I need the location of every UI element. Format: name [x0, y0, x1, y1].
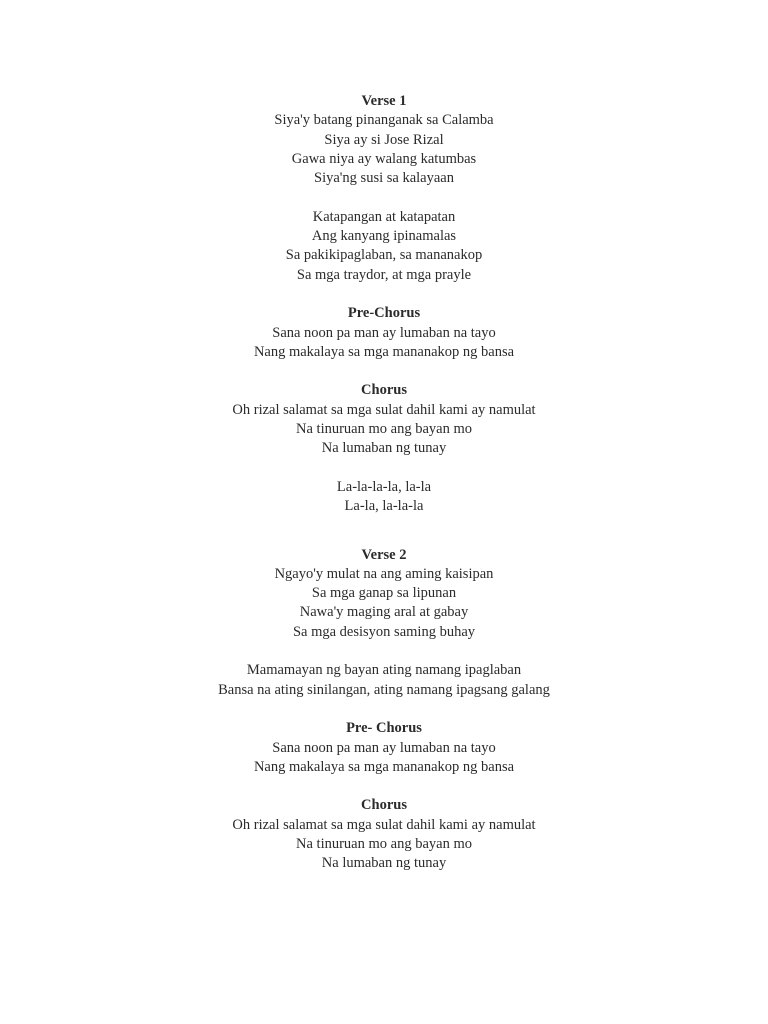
lyric-line: Na lumaban ng tunay [321, 855, 447, 872]
lyric-line: Siya'y batang pinanganak sa Calamba [274, 112, 494, 129]
lyric-line: Mamamayan ng bayan ating namang ipaglaban [246, 662, 522, 679]
verse-2-section [0, 546, 768, 700]
lyric-line: Nawa'y maging aral at gabay [299, 604, 469, 621]
verse-1-heading: Verse 1 [361, 93, 407, 109]
section-gap [0, 700, 768, 719]
lyric-line: Sa mga ganap sa lipunan [311, 585, 457, 602]
lyric-line: La-la-la-la, la-la [336, 478, 432, 495]
lyric-line: Sana noon pa man ay lumaban na tayo [272, 324, 496, 341]
chorus-1-heading: Chorus [361, 382, 407, 399]
lyric-line: Sa mga desisyon saming buhay [292, 623, 476, 640]
section-gap [0, 285, 768, 304]
lyric-line: Nang makalaya sa mga mananakop ng bansa [253, 343, 515, 360]
lyric-line: Oh rizal salamat sa mga sulat dahil kami ay namulat [232, 816, 536, 833]
pre-chorus-1-section [0, 304, 768, 362]
lyrics-document [0, 92, 768, 874]
section-gap [0, 517, 768, 546]
lyric-line: Siya'ng susi sa kalayaan [314, 170, 454, 187]
verse-1-section [0, 92, 768, 285]
lyric-line: Nang makalaya sa mga mananakop ng bansa [253, 758, 515, 775]
lyric-line: Gawa niya ay walang katumbas [291, 150, 477, 167]
lyric-line: Na tinuruan mo ang bayan mo [296, 835, 472, 852]
lyric-line: Siya ay si Jose Rizal [324, 131, 444, 148]
lyric-line: Na lumaban ng tunay [321, 440, 447, 457]
lyric-line: Sa mga traydor, at mga prayle [296, 266, 472, 283]
chorus-2-section [0, 796, 768, 873]
lyric-line: Bansa na ating sinilangan, ating namang ipagsang galang [218, 681, 550, 698]
verse-2-heading: Verse 2 [361, 546, 407, 563]
stanza-gap [0, 188, 768, 207]
lyric-line: Ang kanyang ipinamalas [311, 228, 457, 245]
lyric-line: Katapangan at katapatan [312, 208, 456, 225]
pre-chorus-2-heading: Pre- Chorus [346, 720, 422, 737]
pre-chorus-2-section [0, 719, 768, 777]
stanza-gap [0, 642, 768, 661]
lyric-line: La-la, la-la-la [344, 498, 424, 515]
section-gap [0, 362, 768, 381]
chorus-1-section [0, 381, 768, 516]
section-gap [0, 777, 768, 796]
lyric-line: Sa pakikipaglaban, sa mananakop [285, 247, 483, 264]
lyric-line: Sana noon pa man ay lumaban na tayo [272, 739, 496, 756]
chorus-2-heading: Chorus [361, 797, 407, 814]
pre-chorus-1-heading: Pre-Chorus [347, 305, 421, 322]
lyric-line: Oh rizal salamat sa mga sulat dahil kami ay namulat [232, 401, 536, 418]
lyric-line: Na tinuruan mo ang bayan mo [296, 421, 472, 438]
stanza-gap [0, 459, 768, 478]
lyric-line: Ngayo'y mulat na ang aming kaisipan [274, 565, 494, 582]
